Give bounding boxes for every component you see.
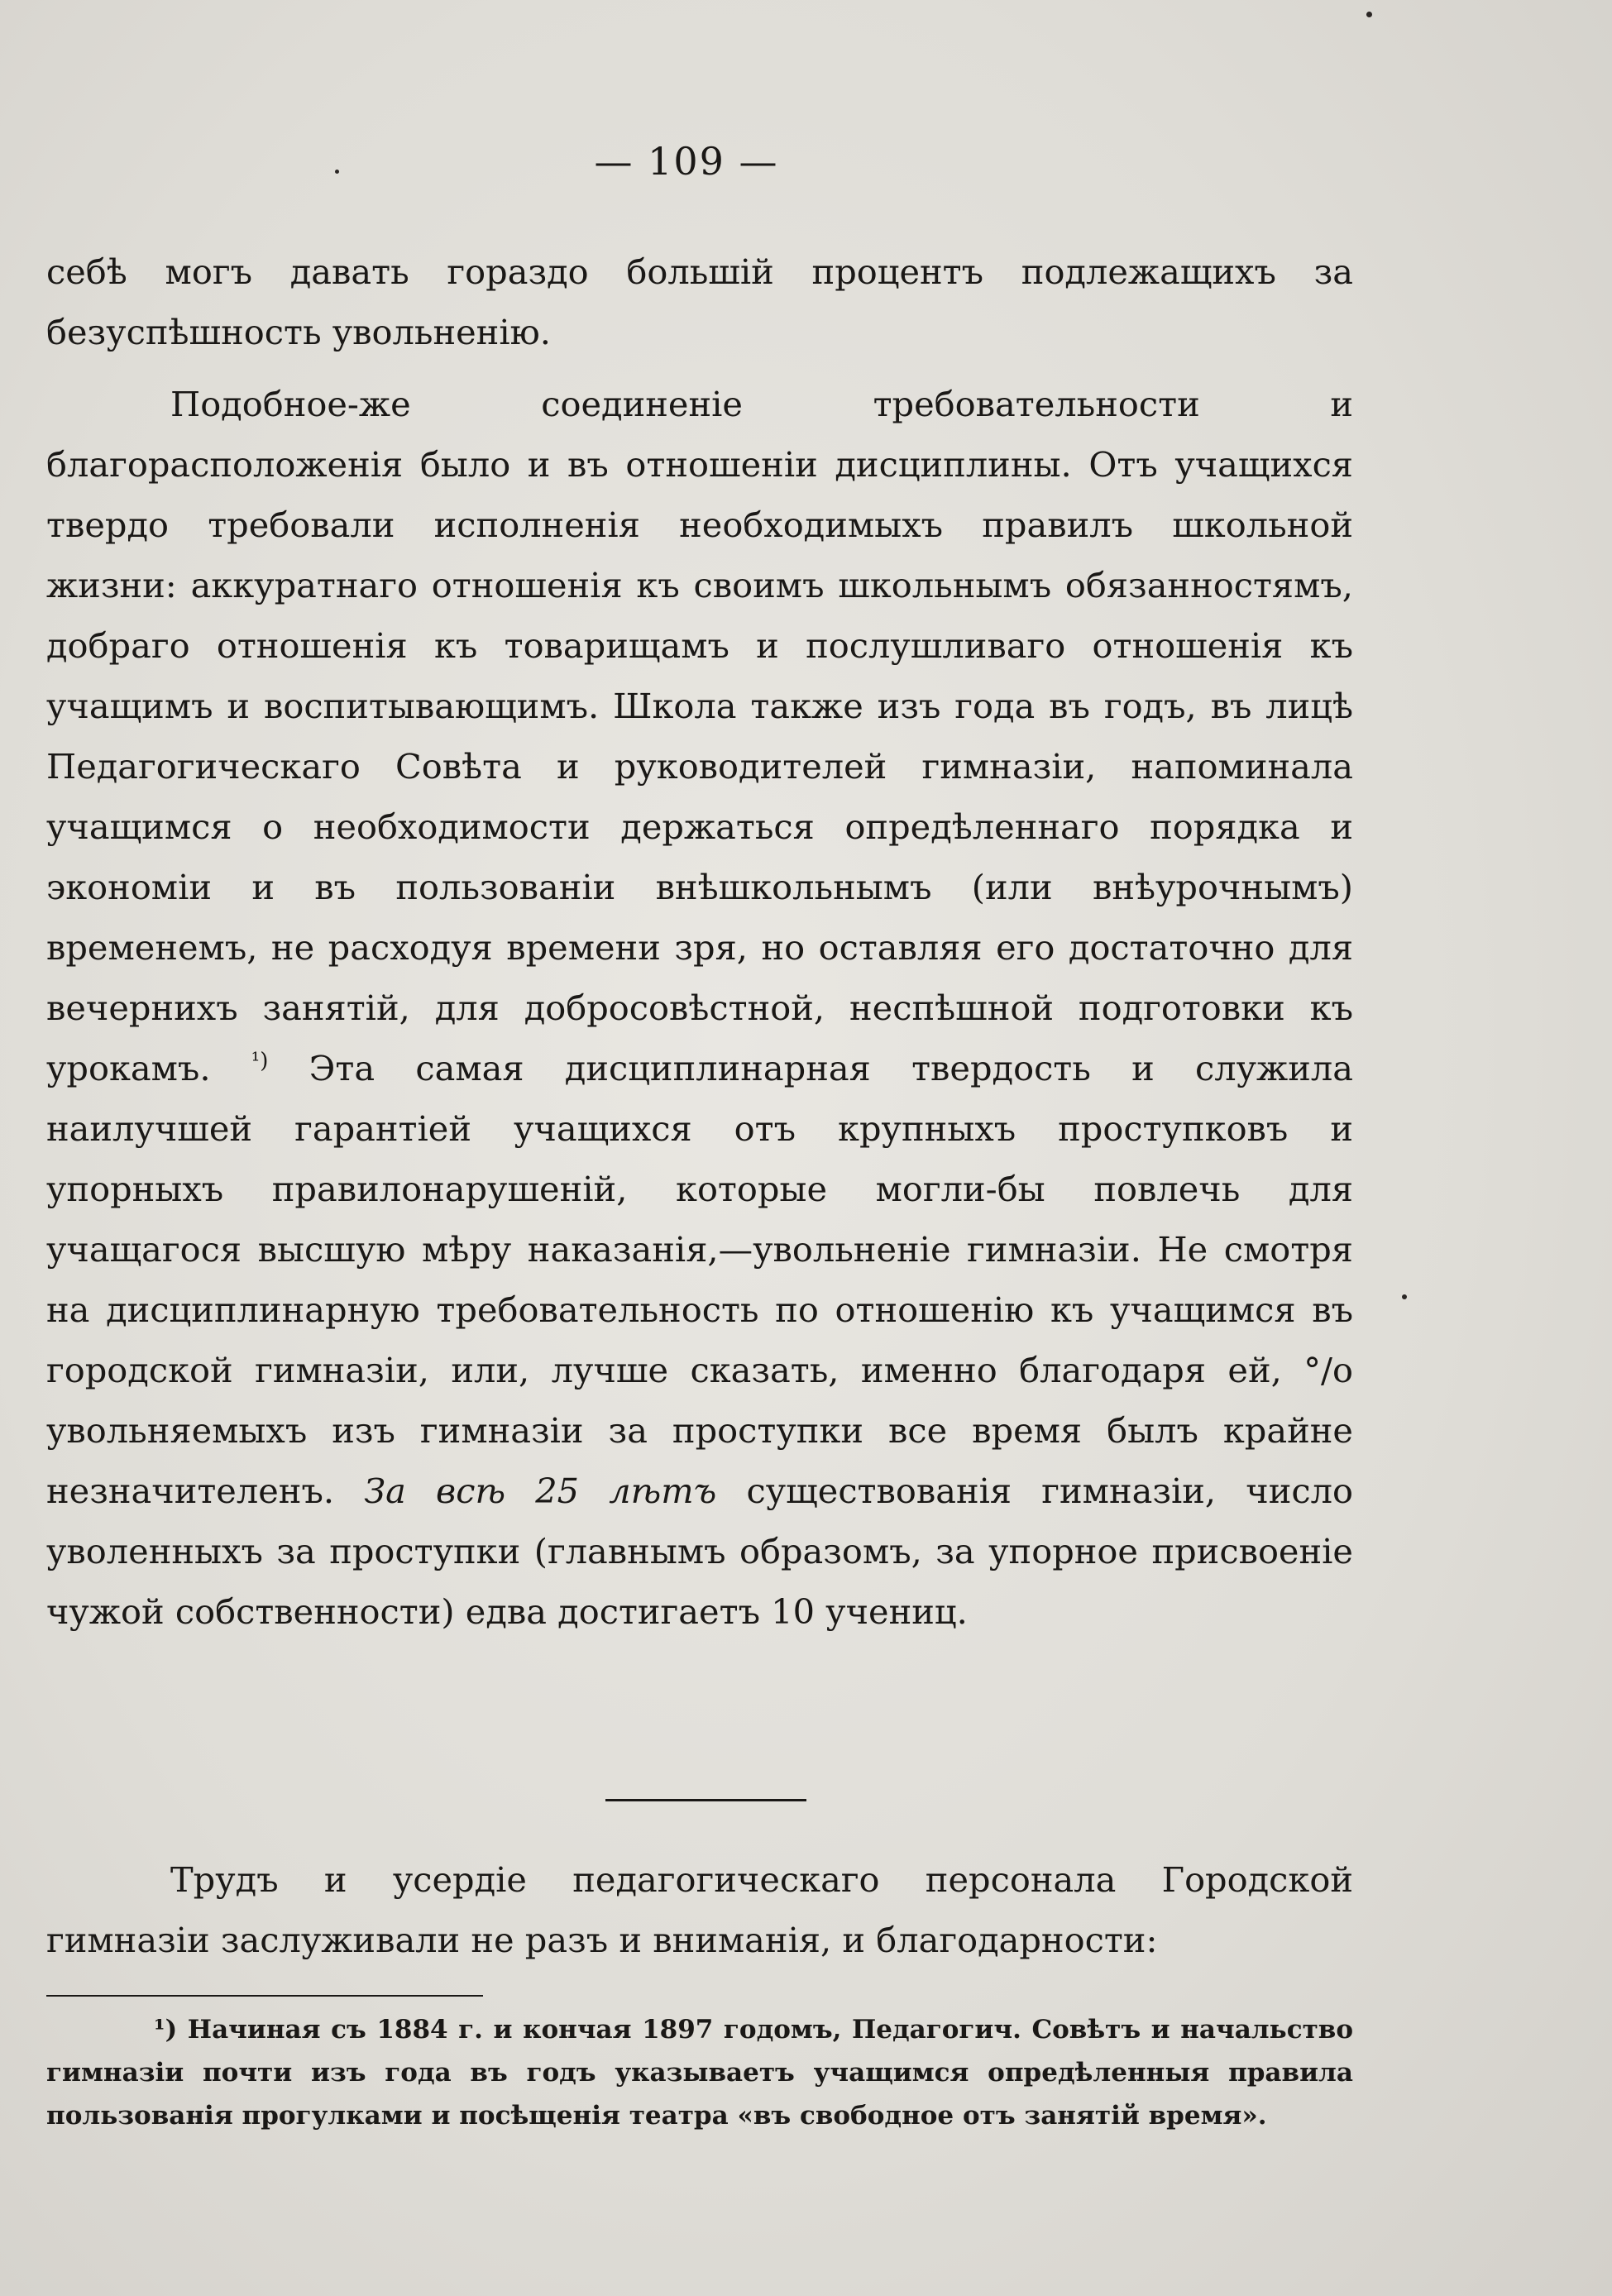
paragraph-continuation: себѣ могъ давать гораздо большій процентъ подлежащихъ за безуспѣшность увольненію. xyxy=(46,251,1353,352)
paragraph-discipline-continued: Эта самая дисциплинарная твердость и служила наилучшей гарантіей учащихся отъ крупныхъ проступковъ и упорныхъ правилонарушеній, которые могли-бы повлечь для учащагося высшую мѣру наказанія,—увольненіе гимназіи. Не смотря на дисциплинарную требовательность по отношенію къ учащимся въ городской гимназіи, или, лучше сказать, именно благодаря ей, °/о увольняемыхъ изъ гимназіи за проступки все время былъ крайне незначителенъ. xyxy=(46,1048,1353,1511)
paragraph-discipline xyxy=(46,374,1353,1642)
footnote: ¹) Начиная съ 1884 г. и кончая 1897 годомъ, Педагогич. Совѣтъ и начальство гимназіи почти изъ года въ годъ указываетъ учащимся опредѣленныя правила пользованія прогулками и посѣщенія театра «въ свободное отъ занятій время». xyxy=(46,2015,1353,2131)
page-number: — 109 — xyxy=(594,139,779,184)
section-divider xyxy=(605,1799,806,1801)
ink-speck xyxy=(335,170,339,174)
footnote-reference[interactable]: ¹) xyxy=(251,1049,269,1074)
paragraph-discipline-main: Подобное-же соединеніе требовательности и благорасположенія было и въ отношеніи дисциплины. Отъ учащихся твердо требовали исполненія необходимыхъ правилъ школьной жизни: аккуратнаго отношенія къ своимъ школьнымъ обязанностямъ, добраго отношенія къ товарищамъ и послушливаго отношенія къ учащимъ и воспитывающимъ. Школа также изъ года въ годъ, въ лицѣ Педагогическаго Совѣта и руководителей гимназіи, напоминала учащимся о необходимости держаться опредѣленнаго порядка и экономіи и въ пользованіи внѣшкольнымъ (или внѣурочнымъ) временемъ, не расходуя времени зря, но оставляя его достаточно для вечернихъ занятій, для добросовѣстной, неспѣшной подготовки къ урокамъ. xyxy=(46,384,1353,1088)
main-text xyxy=(46,242,1353,1642)
ink-speck xyxy=(1402,1294,1407,1299)
paragraph-discipline-emphasis: За всѣ 25 лѣтъ xyxy=(364,1471,717,1511)
paragraph-staff: Трудъ и усердіе педагогическаго персонала Городской гимназіи заслуживали не разъ и вниманія, и благодарности: xyxy=(46,1859,1353,1960)
paragraph-discipline-ending: существованія гимназіи, число уволенныхъ за проступки (главнымъ образомъ, за упорное присвоеніе чужой собственности) едва достигаетъ 10 учениц. xyxy=(46,1471,1353,1632)
footnote-divider xyxy=(46,1995,483,1997)
ink-speck xyxy=(1366,12,1372,17)
